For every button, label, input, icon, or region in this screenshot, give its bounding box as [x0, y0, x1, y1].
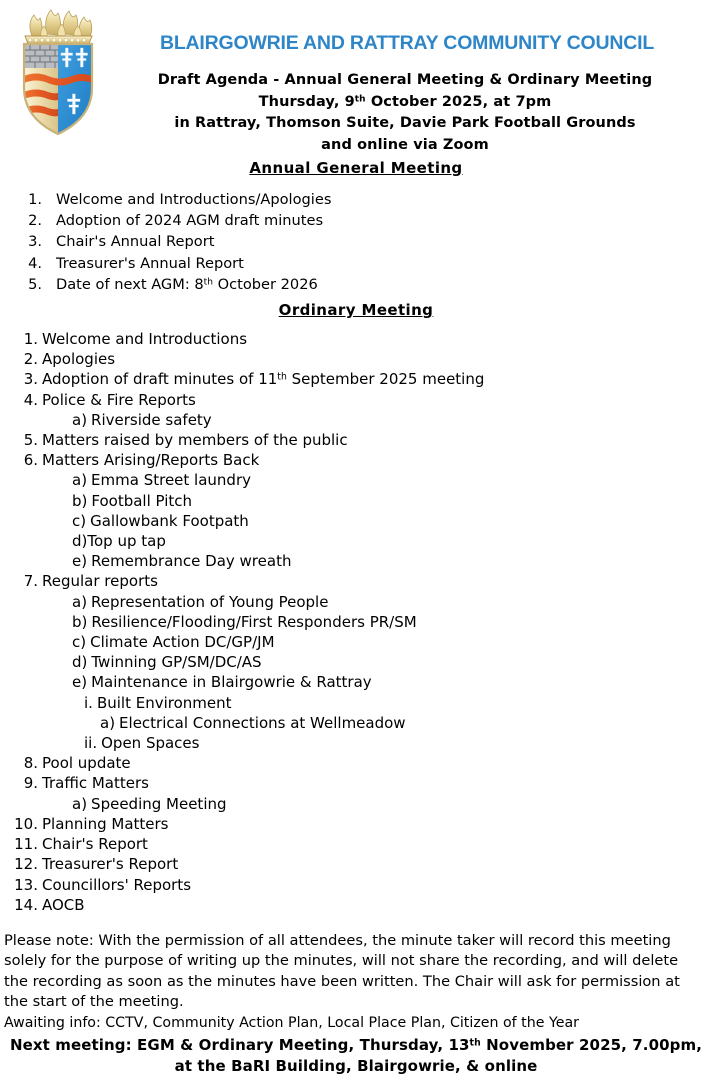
ordinary-agenda-list	[0, 329, 712, 915]
ordinary-item-label	[42, 370, 484, 388]
agm-item-label: Chair's Annual Report	[56, 233, 215, 251]
agm-item-number: 2.	[28, 212, 42, 230]
ordinary-list-item	[0, 450, 712, 470]
ordinary-list-item	[0, 773, 712, 793]
ordinary-item-number: 12.	[14, 855, 38, 874]
subhead-line-2-post: October 2025, at 7pm	[365, 93, 552, 110]
subhead-line-2-pre: Thursday, 9	[258, 93, 355, 110]
ordinary-item-number: c)	[72, 511, 87, 530]
ordinary-item-number: c)	[72, 633, 87, 652]
ordinary-item-label: Pool update	[42, 754, 131, 773]
subhead-line-2	[106, 92, 704, 114]
ordinary-item-label: Open Spaces	[101, 734, 200, 753]
ordinary-list-item	[0, 652, 712, 672]
ordinary-list-item	[0, 349, 712, 369]
ordinary-item-label: Councillors' Reports	[42, 875, 192, 894]
ordinary-item-number: 3.	[23, 370, 38, 389]
agm-item-label-sup: th	[203, 277, 213, 288]
ordinary-item-label: Built Environment	[96, 693, 232, 712]
ordinary-item-label: Top up tap	[87, 532, 166, 551]
ordinary-item-label: Apologies	[42, 350, 116, 369]
ordinary-item-number: 13.	[14, 875, 38, 894]
ordinary-list-item	[0, 531, 712, 551]
ordinary-list-item	[0, 753, 712, 773]
ordinary-list-item	[0, 390, 712, 410]
agm-list-item	[0, 274, 712, 295]
agm-item-number: 4.	[28, 254, 42, 272]
ordinary-item-label: Planning Matters	[42, 814, 169, 833]
recording-note: Please note: With the permission of all attendees, the minute taker will record this meeting solely for the purpose of writing up the minutes, will not share the recording, and will delete the recording as soon as the minutes have been written. The Chair will ask for permission at the start of the meeting.	[4, 931, 680, 1011]
crown-part	[25, 10, 92, 44]
ordinary-list-item	[0, 592, 712, 612]
ordinary-item-label: Treasurer's Report	[42, 855, 179, 874]
ordinary-item-number: a)	[72, 592, 88, 611]
ordinary-list-item	[0, 491, 712, 511]
ordinary-item-label: Climate Action DC/GP/JM	[90, 633, 275, 652]
ordinary-item-label: Gallowbank Footpath	[90, 511, 249, 530]
ordinary-item-number: a)	[72, 410, 88, 429]
ordinary-list-item	[0, 511, 712, 531]
agm-item-label: Treasurer's Annual Report	[56, 254, 244, 272]
coat-of-arms-crest-icon	[10, 6, 106, 138]
ordinary-item-label: AOCB	[42, 895, 85, 914]
ordinary-item-label: Football Pitch	[91, 491, 193, 510]
ordinary-item-label: Representation of Young People	[91, 592, 329, 611]
ordinary-item-number: 4.	[23, 390, 38, 409]
ordinary-item-label: Remembrance Day wreath	[91, 552, 292, 571]
ordinary-list-item	[0, 875, 712, 895]
agm-item-label-post: October 2026	[212, 275, 318, 293]
agm-item-number: 5.	[28, 275, 42, 293]
subhead-line-4: and online via Zoom	[321, 136, 489, 153]
ordinary-item-label: Welcome and Introductions	[42, 330, 248, 349]
ordinary-section-heading: Ordinary Meeting	[278, 301, 434, 320]
ordinary-item-label-sup: th	[277, 371, 287, 383]
ordinary-list-item	[0, 713, 712, 733]
ordinary-item-label: Matters Arising/Reports Back	[42, 451, 260, 470]
ordinary-list-item	[0, 551, 712, 571]
ordinary-list-item	[0, 369, 712, 389]
ordinary-item-number: b)	[72, 612, 88, 631]
ordinary-list-item	[0, 854, 712, 874]
ordinary-item-label: Riverside safety	[91, 410, 212, 429]
ordinary-item-number: a)	[72, 794, 88, 813]
document-header	[0, 0, 712, 152]
ordinary-item-number: ii.	[84, 734, 98, 753]
ordinary-item-number: 11.	[14, 835, 38, 854]
ordinary-item-number: 10.	[14, 814, 38, 833]
agm-item-label-pre: Date of next AGM: 8	[56, 275, 204, 293]
ordinary-item-label-post: September 2025 meeting	[286, 370, 485, 389]
ordinary-item-number: 14.	[14, 895, 38, 914]
agm-list-item	[0, 189, 712, 210]
ordinary-list-item	[0, 794, 712, 814]
ordinary-item-number: i.	[84, 693, 93, 712]
agm-list-item	[0, 210, 712, 231]
next-meeting-post: November 2025, 7.00pm,	[480, 1035, 703, 1054]
ordinary-list-item	[0, 693, 712, 713]
ordinary-item-number: 1.	[23, 330, 38, 349]
ordinary-list-item	[0, 571, 712, 591]
ordinary-list-item	[0, 430, 712, 450]
ordinary-list-item	[0, 672, 712, 692]
subhead-line-1: Draft Agenda - Annual General Meeting & Ordinary Meeting	[157, 72, 653, 88]
next-meeting-line-2: at the BaRI Building, Blairgowrie, & online	[174, 1057, 538, 1076]
ordinary-item-label: Matters raised by members of the public	[42, 431, 348, 450]
ordinary-item-label: Maintenance in Blairgowrie & Rattray	[91, 673, 372, 692]
ordinary-list-item	[0, 470, 712, 490]
ordinary-item-label: Resilience/Flooding/First Responders PR/SM	[91, 612, 417, 631]
ordinary-list-item	[0, 612, 712, 632]
ordinary-item-number: 6.	[23, 451, 38, 470]
ordinary-list-item	[0, 733, 712, 753]
shield-part	[24, 44, 92, 134]
ordinary-item-label: Regular reports	[42, 572, 158, 591]
page-title: BLAIRGOWRIE AND RATTRAY COMMUNITY COUNCIL	[159, 32, 655, 54]
ordinary-item-label: Chair's Report	[42, 835, 148, 854]
agm-section-heading: Annual General Meeting	[249, 159, 463, 177]
ordinary-item-number: b)	[72, 491, 88, 510]
agm-item-label: Adoption of 2024 AGM draft minutes	[56, 212, 324, 230]
agm-list-item	[0, 253, 712, 274]
agm-item-number: 3.	[28, 233, 42, 251]
ordinary-item-number: 9.	[23, 774, 38, 793]
ordinary-list-item	[0, 632, 712, 652]
next-meeting-block	[0, 1035, 712, 1078]
ordinary-item-number: 5.	[23, 431, 38, 450]
subhead-line-3: in Rattray, Thomson Suite, Davie Park Football Grounds	[174, 115, 636, 131]
ordinary-list-item	[0, 895, 712, 915]
agm-item-label	[56, 276, 318, 293]
subhead-line-2-sup: th	[354, 94, 366, 105]
ordinary-item-number: 7.	[23, 572, 38, 591]
ordinary-list-item	[0, 834, 712, 854]
ordinary-list-item	[0, 814, 712, 834]
meeting-subheader	[106, 70, 704, 156]
ordinary-item-number: 2.	[23, 350, 38, 369]
agm-item-label: Welcome and Introductions/Apologies	[56, 191, 332, 208]
agm-agenda-list	[0, 189, 712, 295]
next-meeting-line-1	[0, 1035, 712, 1057]
ordinary-item-label: Police & Fire Reports	[42, 390, 196, 409]
ordinary-item-number: e)	[72, 673, 88, 692]
ordinary-item-number: e)	[72, 552, 88, 571]
next-meeting-sup: th	[469, 1037, 481, 1049]
ordinary-item-label: Electrical Connections at Wellmeadow	[119, 713, 406, 732]
awaiting-info-line: Awaiting info: CCTV, Community Action Plan, Local Place Plan, Citizen of the Year	[4, 1014, 580, 1031]
ordinary-list-item	[0, 329, 712, 349]
ordinary-item-label: Speeding Meeting	[91, 794, 227, 813]
ordinary-item-label: Emma Street laundry	[91, 471, 251, 490]
ordinary-item-number: d)	[72, 532, 88, 551]
ordinary-item-label: Traffic Matters	[42, 774, 149, 793]
ordinary-item-number: d)	[72, 653, 88, 672]
next-meeting-pre: Next meeting: EGM & Ordinary Meeting, Thursday, 13	[9, 1035, 470, 1054]
ordinary-item-number: 8.	[23, 754, 38, 773]
ordinary-item-label-pre: Adoption of draft minutes of 11	[42, 370, 278, 389]
ordinary-item-number: a)	[72, 471, 88, 490]
ordinary-list-item	[0, 410, 712, 430]
ordinary-item-number: a)	[100, 713, 116, 732]
agm-item-number: 1.	[28, 191, 42, 208]
agm-list-item	[0, 231, 712, 252]
ordinary-item-label: Twinning GP/SM/DC/AS	[91, 653, 262, 672]
